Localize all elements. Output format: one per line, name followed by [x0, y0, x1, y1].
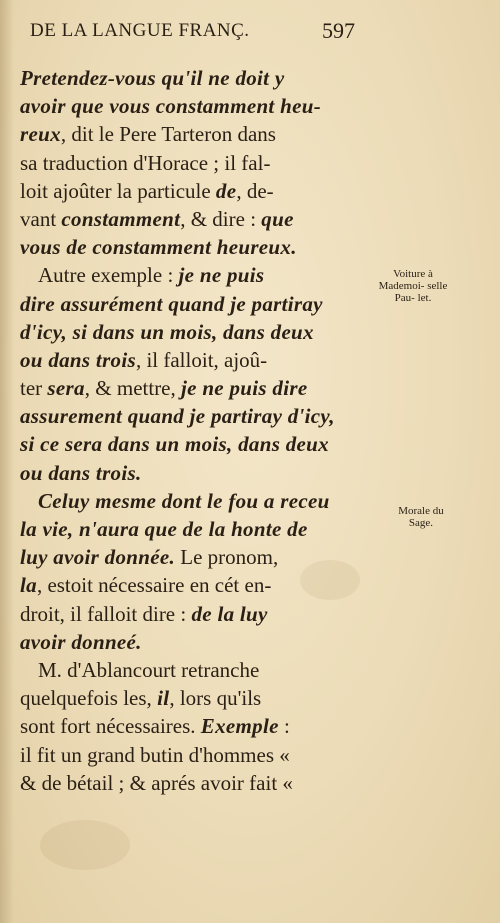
roman-text: Autre exemple :: [38, 263, 179, 288]
text-line: [20, 600, 380, 628]
italic-text: il: [157, 686, 170, 711]
text-line: [20, 543, 380, 571]
page-gutter: [0, 0, 14, 923]
roman-text: vant: [20, 206, 62, 231]
roman-text: ter: [20, 376, 48, 401]
italic-text: avoir donneé.: [20, 629, 142, 654]
margin-note-source: Voiture à Mademoi- selle Pau- let.: [378, 268, 448, 304]
italic-text: je ne puis dire: [181, 376, 308, 401]
text-line: [20, 177, 380, 205]
text-line: [20, 64, 380, 92]
roman-text: droit, il falloit dire :: [20, 601, 192, 626]
roman-text: sont fort nécessaires.: [20, 714, 201, 739]
roman-text: , il falloit, ajoû-: [135, 347, 268, 372]
roman-text: , dit le Pere Tarteron dans: [60, 122, 276, 147]
italic-text: ou dans trois.: [20, 460, 142, 485]
text-line: [20, 684, 380, 712]
italic-text: la vie, n'aura que de la honte de: [20, 517, 308, 541]
roman-text: il fit un grand butin d'hommes «: [20, 742, 290, 767]
roman-text: , estoit nécessaire en cét en-: [36, 573, 272, 598]
page-number: 597: [322, 18, 355, 43]
body-text: [20, 64, 380, 797]
running-head: DE LA LANGUE FRANÇ.: [30, 20, 250, 41]
text-line: [20, 290, 380, 318]
italic-text: de la luy: [191, 601, 268, 626]
italic-text: de: [215, 178, 237, 203]
italic-text: assurement quand je partiray d'icy,: [20, 404, 335, 429]
paper-stain: [40, 820, 130, 870]
italic-text: que: [261, 206, 294, 231]
italic-text: sera: [47, 376, 85, 401]
italic-text: d'icy, si dans un mois, dans deux: [20, 319, 314, 344]
italic-text: Pretendez-vous qu'il ne doit y: [20, 66, 285, 90]
text-line: [20, 487, 380, 515]
text-line: [20, 233, 380, 261]
text-line: [20, 205, 380, 233]
text-line: [20, 92, 380, 120]
roman-text: quelquefois les,: [20, 686, 158, 711]
italic-text: luy avoir donnée.: [20, 545, 176, 570]
text-line: [20, 459, 380, 487]
margin-note-source: Morale du Sage.: [398, 505, 444, 529]
text-line: [20, 430, 380, 458]
italic-text: constamment: [61, 206, 181, 231]
text-line: [20, 741, 380, 769]
italic-text: reux: [20, 122, 61, 147]
text-line: [20, 374, 380, 402]
text-line: [20, 515, 380, 543]
italic-text: avoir que vous constamment heu-: [20, 94, 321, 119]
italic-text: Exemple: [200, 714, 279, 739]
roman-text: , lors qu'ils: [169, 686, 262, 711]
text-line: [20, 712, 380, 740]
text-line: [20, 769, 380, 797]
text-line: [20, 346, 380, 374]
italic-text: Celuy mesme dont le fou a receu: [38, 488, 330, 513]
roman-text: M. d'Ablancourt retranche: [38, 657, 260, 682]
italic-text: je ne puis: [178, 263, 265, 288]
text-line: [20, 149, 380, 177]
roman-text: :: [278, 714, 290, 739]
text-line: [20, 402, 380, 430]
roman-text: , de-: [236, 178, 274, 203]
text-line: [20, 628, 380, 656]
italic-text: si ce sera dans un mois, dans deux: [20, 432, 329, 457]
text-line: [20, 571, 380, 599]
italic-text: dire assurément quand je partiray: [20, 291, 323, 316]
text-line: [20, 261, 380, 289]
text-line: [20, 318, 380, 346]
roman-text: & de bétail ; & aprés avoir fait «: [20, 770, 293, 795]
italic-text: vous de constamment heureux.: [20, 235, 297, 260]
italic-text: ou dans trois: [20, 347, 136, 372]
roman-text: , & dire :: [180, 206, 262, 231]
text-line: [20, 120, 380, 148]
italic-text: la: [20, 573, 37, 598]
roman-text: sa traduction d'Horace ; il fal-: [20, 150, 271, 175]
roman-text: loit ajoûter la particule: [20, 178, 216, 203]
roman-text: , & mettre,: [84, 376, 182, 401]
text-line: [20, 656, 380, 684]
roman-text: Le pronom,: [175, 545, 279, 570]
